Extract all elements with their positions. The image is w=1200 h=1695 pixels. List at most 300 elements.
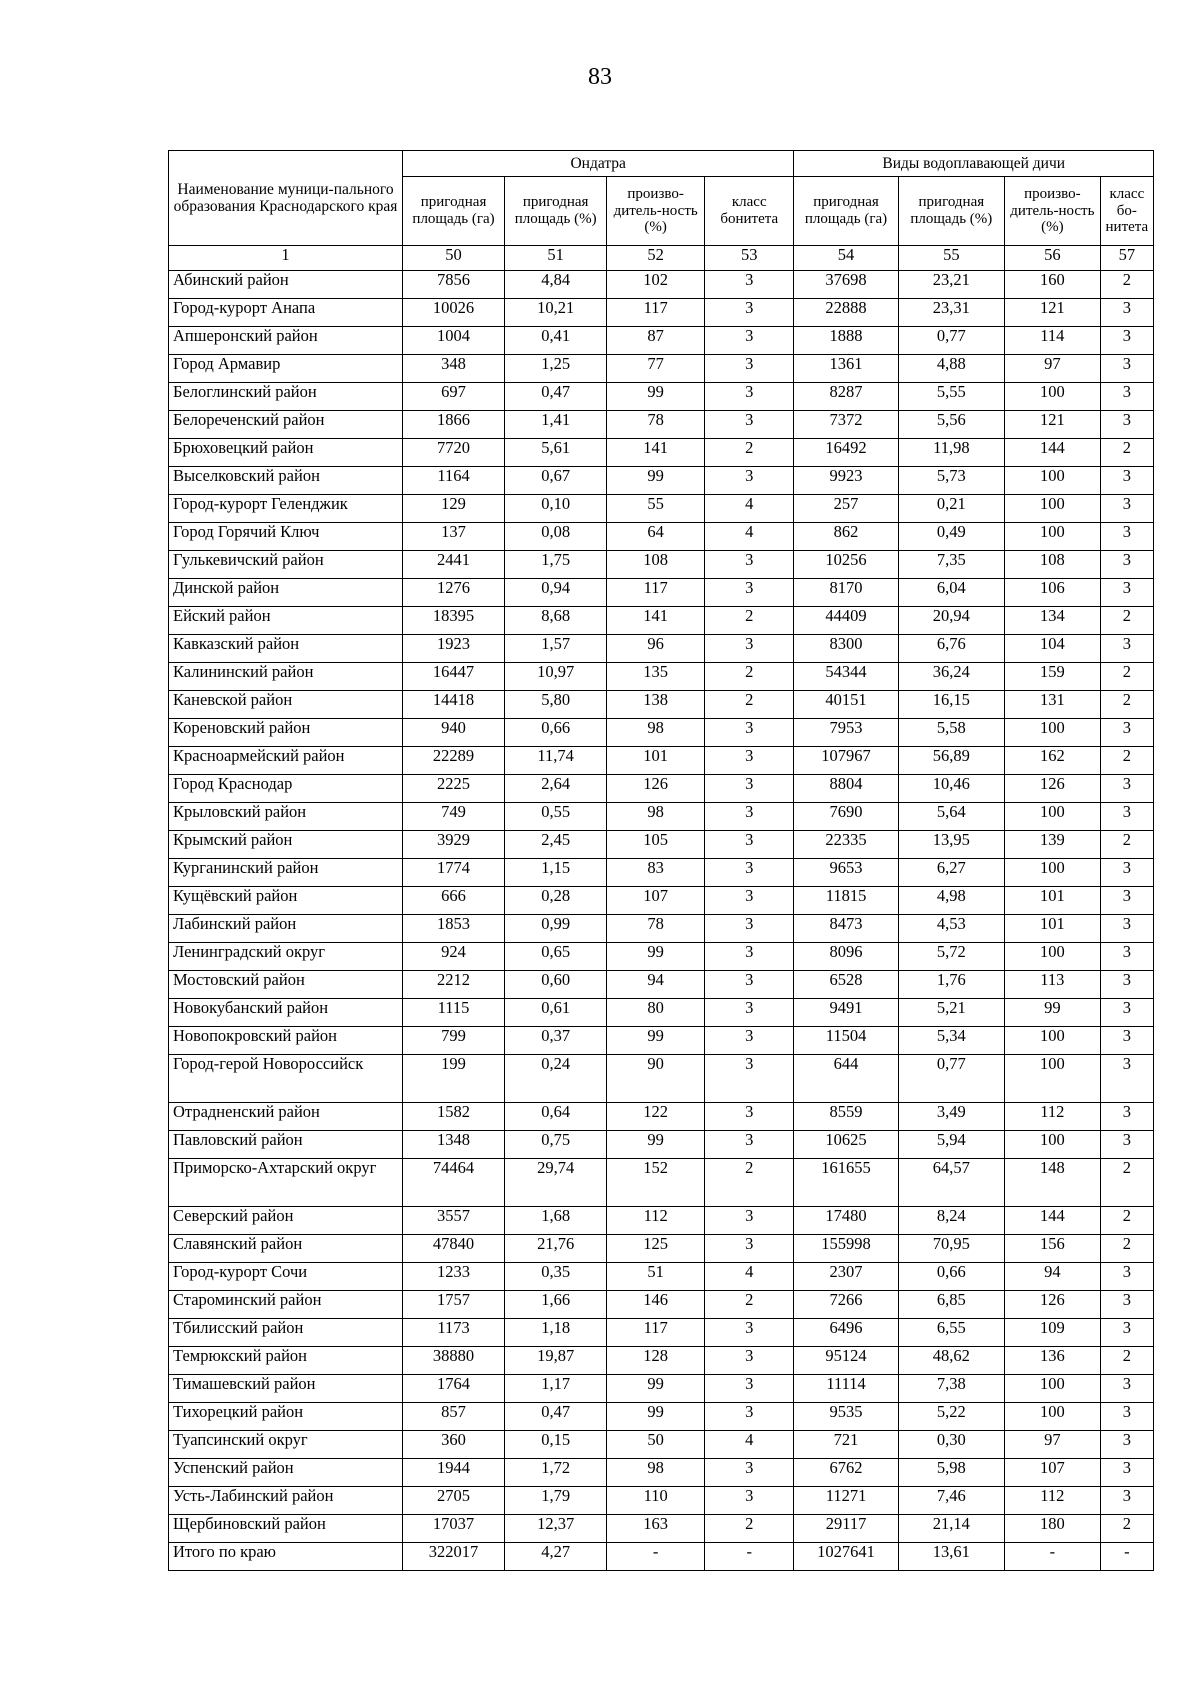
table-row xyxy=(169,1515,1154,1543)
table-row xyxy=(169,327,1154,355)
column-number: 57 xyxy=(1100,246,1153,271)
table-cell: 3 xyxy=(705,635,794,663)
table-cell: 2 xyxy=(1100,663,1153,691)
municipality-name-cell: Белоглинский район xyxy=(169,383,403,411)
table-cell: 29,74 xyxy=(505,1159,607,1207)
table-cell: 2 xyxy=(1100,439,1153,467)
column-number: 50 xyxy=(403,246,505,271)
table-cell: 6,04 xyxy=(898,579,1004,607)
table-cell: 8287 xyxy=(794,383,898,411)
table-cell: 87 xyxy=(607,327,705,355)
table-cell: 7,46 xyxy=(898,1487,1004,1515)
table-cell: 11504 xyxy=(794,1027,898,1055)
table-cell: 12,37 xyxy=(505,1515,607,1543)
table-cell: 121 xyxy=(1005,299,1101,327)
table-cell: 7953 xyxy=(794,719,898,747)
table-cell: 2 xyxy=(1100,1347,1153,1375)
municipality-name-cell: Гулькевичский район xyxy=(169,551,403,579)
table-cell: 749 xyxy=(403,803,505,831)
table-cell: 101 xyxy=(607,747,705,775)
table-cell: 3 xyxy=(1100,327,1153,355)
table-cell: 3 xyxy=(705,719,794,747)
table-cell: 114 xyxy=(1005,327,1101,355)
table-cell: 0,99 xyxy=(505,915,607,943)
table-cell: 160 xyxy=(1005,271,1101,299)
table-cell: 857 xyxy=(403,1403,505,1431)
table-cell: 100 xyxy=(1005,1131,1101,1159)
municipality-name-cell: Щербиновский район xyxy=(169,1515,403,1543)
table-cell: 95124 xyxy=(794,1347,898,1375)
table-row xyxy=(169,299,1154,327)
table-cell: 13,95 xyxy=(898,831,1004,859)
table-cell: 3 xyxy=(1100,1403,1153,1431)
table-cell: 2 xyxy=(1100,271,1153,299)
table-cell: 4 xyxy=(705,523,794,551)
table-cell: 117 xyxy=(607,299,705,327)
table-cell: 99 xyxy=(607,467,705,495)
table-cell: 1888 xyxy=(794,327,898,355)
table-cell: 1,79 xyxy=(505,1487,607,1515)
table-cell: 0,66 xyxy=(505,719,607,747)
table-row xyxy=(169,663,1154,691)
table-row xyxy=(169,551,1154,579)
table-cell: 90 xyxy=(607,1055,705,1103)
table-cell: 1164 xyxy=(403,467,505,495)
municipality-name-cell: Крымский район xyxy=(169,831,403,859)
table-cell: 3 xyxy=(705,1459,794,1487)
table-cell: 3 xyxy=(705,915,794,943)
table-cell: 8559 xyxy=(794,1103,898,1131)
municipality-name-cell: Город-курорт Анапа xyxy=(169,299,403,327)
table-cell: 126 xyxy=(1005,1291,1101,1319)
table-cell: 1,17 xyxy=(505,1375,607,1403)
table-cell: 1233 xyxy=(403,1263,505,1291)
table-cell: 3929 xyxy=(403,831,505,859)
page-number: 83 xyxy=(588,64,612,90)
table-cell: 3 xyxy=(1100,943,1153,971)
table-body xyxy=(169,271,1154,1571)
table-cell: 155998 xyxy=(794,1235,898,1263)
table-cell: 0,28 xyxy=(505,887,607,915)
table-cell: 99 xyxy=(607,943,705,971)
table-cell: 0,66 xyxy=(898,1263,1004,1291)
table-cell: 8,24 xyxy=(898,1207,1004,1235)
table-row xyxy=(169,1319,1154,1347)
table-cell: 78 xyxy=(607,411,705,439)
table-cell: 141 xyxy=(607,607,705,635)
table-cell: 36,24 xyxy=(898,663,1004,691)
table-cell: 11271 xyxy=(794,1487,898,1515)
table-cell: 4 xyxy=(705,495,794,523)
table-cell: 9491 xyxy=(794,999,898,1027)
column-number: 55 xyxy=(898,246,1004,271)
table-cell: 0,61 xyxy=(505,999,607,1027)
municipality-name-cell: Калининский район xyxy=(169,663,403,691)
table-cell: 3 xyxy=(705,1207,794,1235)
table-row xyxy=(169,1291,1154,1319)
table-cell: 101 xyxy=(1005,887,1101,915)
table-cell: 3 xyxy=(705,1235,794,1263)
municipality-name-cell: Ленинградский округ xyxy=(169,943,403,971)
table-cell: 3 xyxy=(1100,1319,1153,1347)
table-cell: 139 xyxy=(1005,831,1101,859)
table-cell: 322017 xyxy=(403,1543,505,1571)
table-cell: 3 xyxy=(705,1027,794,1055)
table-row xyxy=(169,1459,1154,1487)
table-row xyxy=(169,887,1154,915)
table-cell: 94 xyxy=(607,971,705,999)
table-cell: 6496 xyxy=(794,1319,898,1347)
table-row xyxy=(169,1347,1154,1375)
table-cell: 48,62 xyxy=(898,1347,1004,1375)
table-cell: 348 xyxy=(403,355,505,383)
table-cell: 1923 xyxy=(403,635,505,663)
table-row xyxy=(169,495,1154,523)
table-cell: 101 xyxy=(1005,915,1101,943)
table-cell: 3 xyxy=(705,775,794,803)
table-cell: 0,47 xyxy=(505,383,607,411)
table-cell: 99 xyxy=(607,1375,705,1403)
table-cell: 666 xyxy=(403,887,505,915)
municipality-name-cell: Тимашевский район xyxy=(169,1375,403,1403)
table-cell: 8170 xyxy=(794,579,898,607)
municipality-name-cell: Белореченский район xyxy=(169,411,403,439)
table-cell: 10625 xyxy=(794,1131,898,1159)
municipality-name-cell: Ейский район xyxy=(169,607,403,635)
table-cell: 0,41 xyxy=(505,327,607,355)
table-cell: 22888 xyxy=(794,299,898,327)
municipality-name-cell: Мостовский район xyxy=(169,971,403,999)
table-cell: 3 xyxy=(705,383,794,411)
table-row xyxy=(169,383,1154,411)
table-cell: 152 xyxy=(607,1159,705,1207)
municipality-name-cell: Новокубанский район xyxy=(169,999,403,1027)
table-cell: 14418 xyxy=(403,691,505,719)
table-cell: 3 xyxy=(705,1103,794,1131)
municipality-name-cell: Город-курорт Сочи xyxy=(169,1263,403,1291)
table-cell: 16,15 xyxy=(898,691,1004,719)
table-cell: 148 xyxy=(1005,1159,1101,1207)
header-municipality: Наименование муници-пального образования Краснодарского края xyxy=(169,151,403,246)
table-cell: 9535 xyxy=(794,1403,898,1431)
column-number: 52 xyxy=(607,246,705,271)
municipality-name-cell: Успенский район xyxy=(169,1459,403,1487)
table-cell: 3 xyxy=(705,999,794,1027)
table-cell: 3 xyxy=(1100,355,1153,383)
table-cell: 721 xyxy=(794,1431,898,1459)
table-cell: 146 xyxy=(607,1291,705,1319)
table-cell: 55 xyxy=(607,495,705,523)
table-cell: 21,14 xyxy=(898,1515,1004,1543)
table-cell: 2 xyxy=(1100,1207,1153,1235)
table-cell: 1,57 xyxy=(505,635,607,663)
table-cell: 3 xyxy=(705,1347,794,1375)
header-sub: класс бонитета xyxy=(705,177,794,246)
table-cell: 44409 xyxy=(794,607,898,635)
table-cell: 47840 xyxy=(403,1235,505,1263)
table-row xyxy=(169,803,1154,831)
municipality-name-cell: Динской район xyxy=(169,579,403,607)
table-cell: 3 xyxy=(705,327,794,355)
table-row xyxy=(169,1403,1154,1431)
table-cell: 129 xyxy=(403,495,505,523)
table-row xyxy=(169,1487,1154,1515)
table-cell: 2 xyxy=(705,691,794,719)
municipality-name-cell: Город Краснодар xyxy=(169,775,403,803)
table-cell: 159 xyxy=(1005,663,1101,691)
table-cell: 1004 xyxy=(403,327,505,355)
table-cell: 5,64 xyxy=(898,803,1004,831)
table-cell: 20,94 xyxy=(898,607,1004,635)
table-cell: 16492 xyxy=(794,439,898,467)
municipality-name-cell: Новопокровский район xyxy=(169,1027,403,1055)
table-cell: 3 xyxy=(705,747,794,775)
table-cell: 3 xyxy=(1100,467,1153,495)
table-cell: 2 xyxy=(1100,607,1153,635)
table-cell: 5,56 xyxy=(898,411,1004,439)
table-cell: 3 xyxy=(1100,411,1153,439)
table-cell: 3 xyxy=(1100,1487,1153,1515)
table-cell: 100 xyxy=(1005,859,1101,887)
table-cell: 2225 xyxy=(403,775,505,803)
table-cell: 37698 xyxy=(794,271,898,299)
table-cell: 110 xyxy=(607,1487,705,1515)
table-cell: 100 xyxy=(1005,1055,1101,1103)
table-cell: 107 xyxy=(1005,1459,1101,1487)
table-cell: 100 xyxy=(1005,1027,1101,1055)
table-cell: 1,76 xyxy=(898,971,1004,999)
table-cell: 99 xyxy=(607,1131,705,1159)
table-cell: 1027641 xyxy=(794,1543,898,1571)
table-cell: 98 xyxy=(607,803,705,831)
municipality-name-cell: Туапсинский округ xyxy=(169,1431,403,1459)
table-cell: 2,45 xyxy=(505,831,607,859)
table-cell: 3 xyxy=(705,1131,794,1159)
municipality-name-cell: Кавказский район xyxy=(169,635,403,663)
table-cell: 2 xyxy=(1100,1235,1153,1263)
table-cell: 7720 xyxy=(403,439,505,467)
municipality-name-cell: Отрадненский район xyxy=(169,1103,403,1131)
table-cell: 2 xyxy=(705,1159,794,1207)
table-cell: 4,98 xyxy=(898,887,1004,915)
table-cell: 10,97 xyxy=(505,663,607,691)
data-table xyxy=(168,150,1154,1571)
table-cell: 5,98 xyxy=(898,1459,1004,1487)
municipality-name-cell: Итого по краю xyxy=(169,1543,403,1571)
table-row xyxy=(169,1131,1154,1159)
table-cell: 54344 xyxy=(794,663,898,691)
table-cell: 1361 xyxy=(794,355,898,383)
table-cell: 121 xyxy=(1005,411,1101,439)
table-row xyxy=(169,579,1154,607)
table-cell: - xyxy=(1100,1543,1153,1571)
table-cell: 0,49 xyxy=(898,523,1004,551)
table-cell: 3 xyxy=(1100,1291,1153,1319)
table-row xyxy=(169,859,1154,887)
table-cell: 8096 xyxy=(794,943,898,971)
table-cell: 5,21 xyxy=(898,999,1004,1027)
table-cell: 1,41 xyxy=(505,411,607,439)
table-cell: 3 xyxy=(705,1375,794,1403)
table-cell: 2 xyxy=(705,607,794,635)
table-row xyxy=(169,467,1154,495)
table-cell: 40151 xyxy=(794,691,898,719)
table-cell: 137 xyxy=(403,523,505,551)
table-cell: 3 xyxy=(705,1487,794,1515)
header-sub: пригодная площадь (га) xyxy=(794,177,898,246)
municipality-name-cell: Славянский район xyxy=(169,1235,403,1263)
table-cell: 5,58 xyxy=(898,719,1004,747)
table-cell: 7,38 xyxy=(898,1375,1004,1403)
table-cell: 107 xyxy=(607,887,705,915)
table-cell: 2 xyxy=(705,439,794,467)
header-group-muskrat: Ондатра xyxy=(403,151,794,177)
table-cell: 3 xyxy=(705,1055,794,1103)
table-cell: 3 xyxy=(1100,719,1153,747)
table-cell: 106 xyxy=(1005,579,1101,607)
table-row xyxy=(169,719,1154,747)
table-cell: 862 xyxy=(794,523,898,551)
table-cell: 6528 xyxy=(794,971,898,999)
table-cell: 99 xyxy=(607,1403,705,1431)
municipality-name-cell: Усть-Лабинский район xyxy=(169,1487,403,1515)
table-cell: 23,31 xyxy=(898,299,1004,327)
table-cell: 1348 xyxy=(403,1131,505,1159)
header-sub: пригодная площадь (%) xyxy=(505,177,607,246)
table-cell: 2 xyxy=(1100,831,1153,859)
table-cell: 5,72 xyxy=(898,943,1004,971)
table-cell: 257 xyxy=(794,495,898,523)
table-cell: 3557 xyxy=(403,1207,505,1235)
table-cell: 3 xyxy=(1100,971,1153,999)
table-cell: 1774 xyxy=(403,859,505,887)
municipality-name-cell: Город Горячий Ключ xyxy=(169,523,403,551)
municipality-name-cell: Город-герой Новороссийск xyxy=(169,1055,403,1103)
table-cell: 3 xyxy=(705,271,794,299)
header-sub: класс бо-нитета xyxy=(1100,177,1153,246)
table-cell: 199 xyxy=(403,1055,505,1103)
table-cell: 10,46 xyxy=(898,775,1004,803)
table-cell: - xyxy=(1005,1543,1101,1571)
table-cell: 9653 xyxy=(794,859,898,887)
column-number: 1 xyxy=(169,246,403,271)
table-cell: 98 xyxy=(607,1459,705,1487)
table-cell: 799 xyxy=(403,1027,505,1055)
table-cell: 22335 xyxy=(794,831,898,859)
table-cell: 7690 xyxy=(794,803,898,831)
table-cell: 0,65 xyxy=(505,943,607,971)
table-cell: 3 xyxy=(1100,1131,1153,1159)
municipality-name-cell: Выселковский район xyxy=(169,467,403,495)
table-row xyxy=(169,775,1154,803)
table-row xyxy=(169,523,1154,551)
table-cell: 7,35 xyxy=(898,551,1004,579)
table-cell: 4,27 xyxy=(505,1543,607,1571)
table-cell: 5,80 xyxy=(505,691,607,719)
table-cell: 2 xyxy=(1100,691,1153,719)
table-cell: 19,87 xyxy=(505,1347,607,1375)
table-cell: 29117 xyxy=(794,1515,898,1543)
table-cell: 161655 xyxy=(794,1159,898,1207)
table-cell: 108 xyxy=(607,551,705,579)
table-cell: 6762 xyxy=(794,1459,898,1487)
table-cell: 0,77 xyxy=(898,327,1004,355)
table-cell: 100 xyxy=(1005,943,1101,971)
table-cell: 2 xyxy=(705,663,794,691)
table-cell: 6,85 xyxy=(898,1291,1004,1319)
table-cell: 1,68 xyxy=(505,1207,607,1235)
table-cell: 136 xyxy=(1005,1347,1101,1375)
municipality-name-cell: Северский район xyxy=(169,1207,403,1235)
table-cell: 1,72 xyxy=(505,1459,607,1487)
table-cell: 6,27 xyxy=(898,859,1004,887)
table-cell: 0,67 xyxy=(505,467,607,495)
table-cell: 100 xyxy=(1005,719,1101,747)
table-cell: 0,10 xyxy=(505,495,607,523)
table-cell: 1757 xyxy=(403,1291,505,1319)
table-cell: 135 xyxy=(607,663,705,691)
table-cell: 3 xyxy=(1100,775,1153,803)
table-cell: 17037 xyxy=(403,1515,505,1543)
table-cell: 3 xyxy=(1100,495,1153,523)
table-cell: 2705 xyxy=(403,1487,505,1515)
table-cell: 11114 xyxy=(794,1375,898,1403)
table-cell: 6,55 xyxy=(898,1319,1004,1347)
municipality-name-cell: Лабинский район xyxy=(169,915,403,943)
table-cell: 2307 xyxy=(794,1263,898,1291)
table-cell: 50 xyxy=(607,1431,705,1459)
table-cell: 131 xyxy=(1005,691,1101,719)
table-cell: 3 xyxy=(705,467,794,495)
table-cell: 3 xyxy=(1100,383,1153,411)
table-cell: 112 xyxy=(1005,1487,1101,1515)
table-cell: 1853 xyxy=(403,915,505,943)
table-cell: 122 xyxy=(607,1103,705,1131)
table-cell: 3,49 xyxy=(898,1103,1004,1131)
table-cell: 644 xyxy=(794,1055,898,1103)
table-cell: 0,60 xyxy=(505,971,607,999)
table-cell: 1764 xyxy=(403,1375,505,1403)
table-cell: 2 xyxy=(705,1515,794,1543)
column-number: 51 xyxy=(505,246,607,271)
table-row xyxy=(169,635,1154,663)
table-cell: 8473 xyxy=(794,915,898,943)
table-cell: 0,47 xyxy=(505,1403,607,1431)
column-number: 54 xyxy=(794,246,898,271)
municipality-name-cell: Абинский район xyxy=(169,271,403,299)
table-cell: 83 xyxy=(607,859,705,887)
table-cell: 104 xyxy=(1005,635,1101,663)
table-row xyxy=(169,943,1154,971)
table-cell: 126 xyxy=(1005,775,1101,803)
table-cell: 100 xyxy=(1005,1403,1101,1431)
header-sub: пригодная площадь (%) xyxy=(898,177,1004,246)
table-cell: 6,76 xyxy=(898,635,1004,663)
municipality-name-cell: Староминский район xyxy=(169,1291,403,1319)
table-cell: 144 xyxy=(1005,1207,1101,1235)
table-cell: 51 xyxy=(607,1263,705,1291)
table-row xyxy=(169,1543,1154,1571)
table-row xyxy=(169,691,1154,719)
table-cell: 102 xyxy=(607,271,705,299)
table-row xyxy=(169,971,1154,999)
table-cell: 11815 xyxy=(794,887,898,915)
table-cell: 128 xyxy=(607,1347,705,1375)
municipality-name-cell: Крыловский район xyxy=(169,803,403,831)
table-cell: 10026 xyxy=(403,299,505,327)
table-cell: 156 xyxy=(1005,1235,1101,1263)
municipality-name-cell: Курганинский район xyxy=(169,859,403,887)
